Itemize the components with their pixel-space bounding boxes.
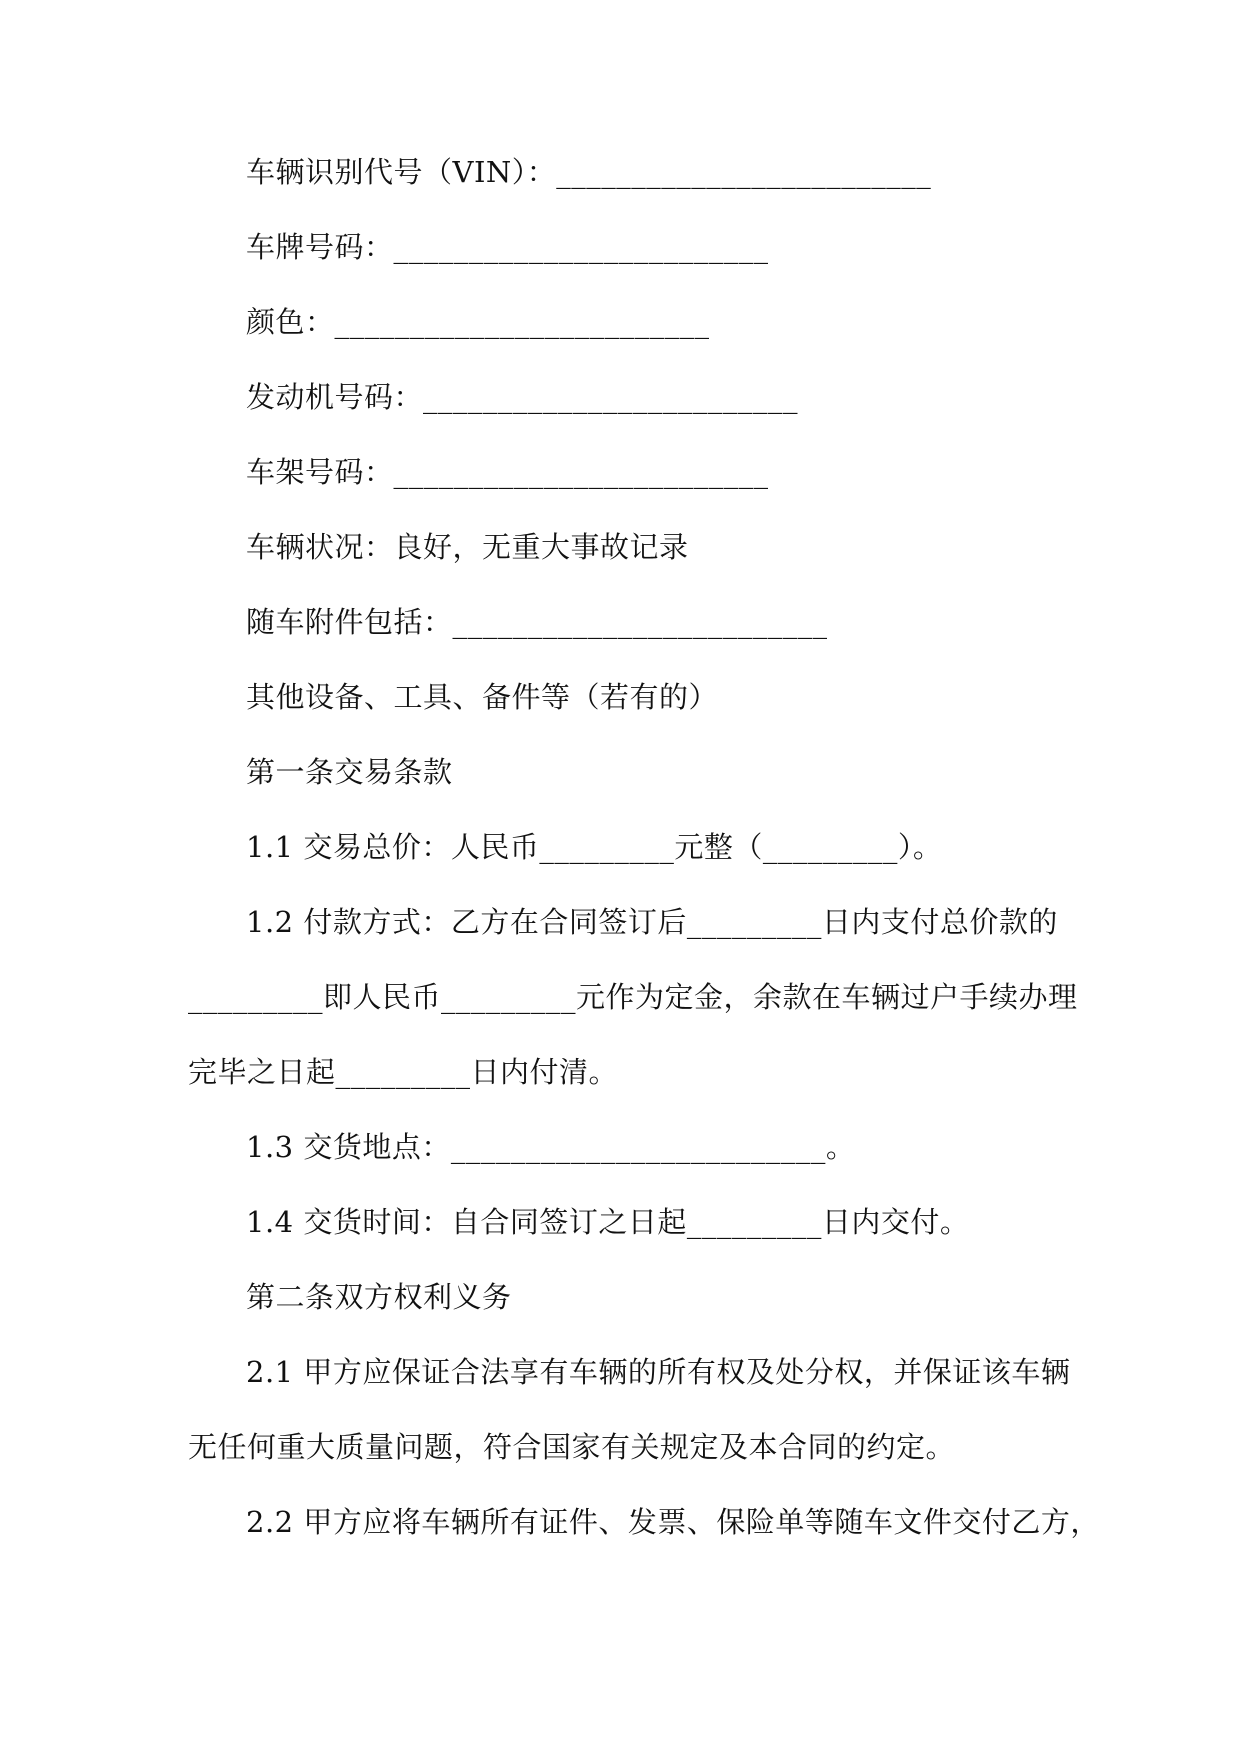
field-color: 颜色：_________________________ — [246, 305, 710, 339]
field-engine-number: 发动机号码：_________________________ — [246, 380, 799, 414]
field-frame-number: 车架号码：_________________________ — [246, 455, 769, 489]
field-plate-number: 车牌号码：_________________________ — [246, 230, 769, 264]
clause-2-1-line-2: 无任何重大质量问题，符合国家有关规定及本合同的约定。 — [188, 1430, 956, 1464]
field-accessories: 随车附件包括：_________________________ — [246, 605, 828, 639]
section-heading-2: 第二条双方权利义务 — [246, 1280, 512, 1314]
field-vin: 车辆识别代号（VIN）：_________________________ — [246, 155, 932, 189]
clause-1-2-line-1: 1.2 付款方式：乙方在合同签订后_________日内支付总价款的 — [246, 905, 1058, 939]
clause-2-1-line-1: 2.1 甲方应保证合法享有车辆的所有权及处分权，并保证该车辆 — [246, 1355, 1071, 1389]
field-vehicle-condition: 车辆状况：良好，无重大事故记录 — [246, 530, 689, 564]
clause-2-2-line-1: 2.2 甲方应将车辆所有证件、发票、保险单等随车文件交付乙方， — [246, 1505, 1100, 1539]
field-other-equipment: 其他设备、工具、备件等（若有的） — [246, 680, 719, 714]
clause-1-3: 1.3 交货地点：_________________________。 — [246, 1130, 856, 1164]
clause-1-2-line-2: _________即人民币_________元作为定金，余款在车辆过户手续办理 — [188, 980, 1078, 1014]
clause-1-1: 1.1 交易总价：人民币_________元整（_________）。 — [246, 830, 943, 864]
section-heading-1: 第一条交易条款 — [246, 755, 453, 789]
clause-1-2-line-3: 完毕之日起_________日内付清。 — [188, 1055, 619, 1089]
clause-1-4: 1.4 交货时间：自合同签订之日起_________日内交付。 — [246, 1205, 970, 1239]
